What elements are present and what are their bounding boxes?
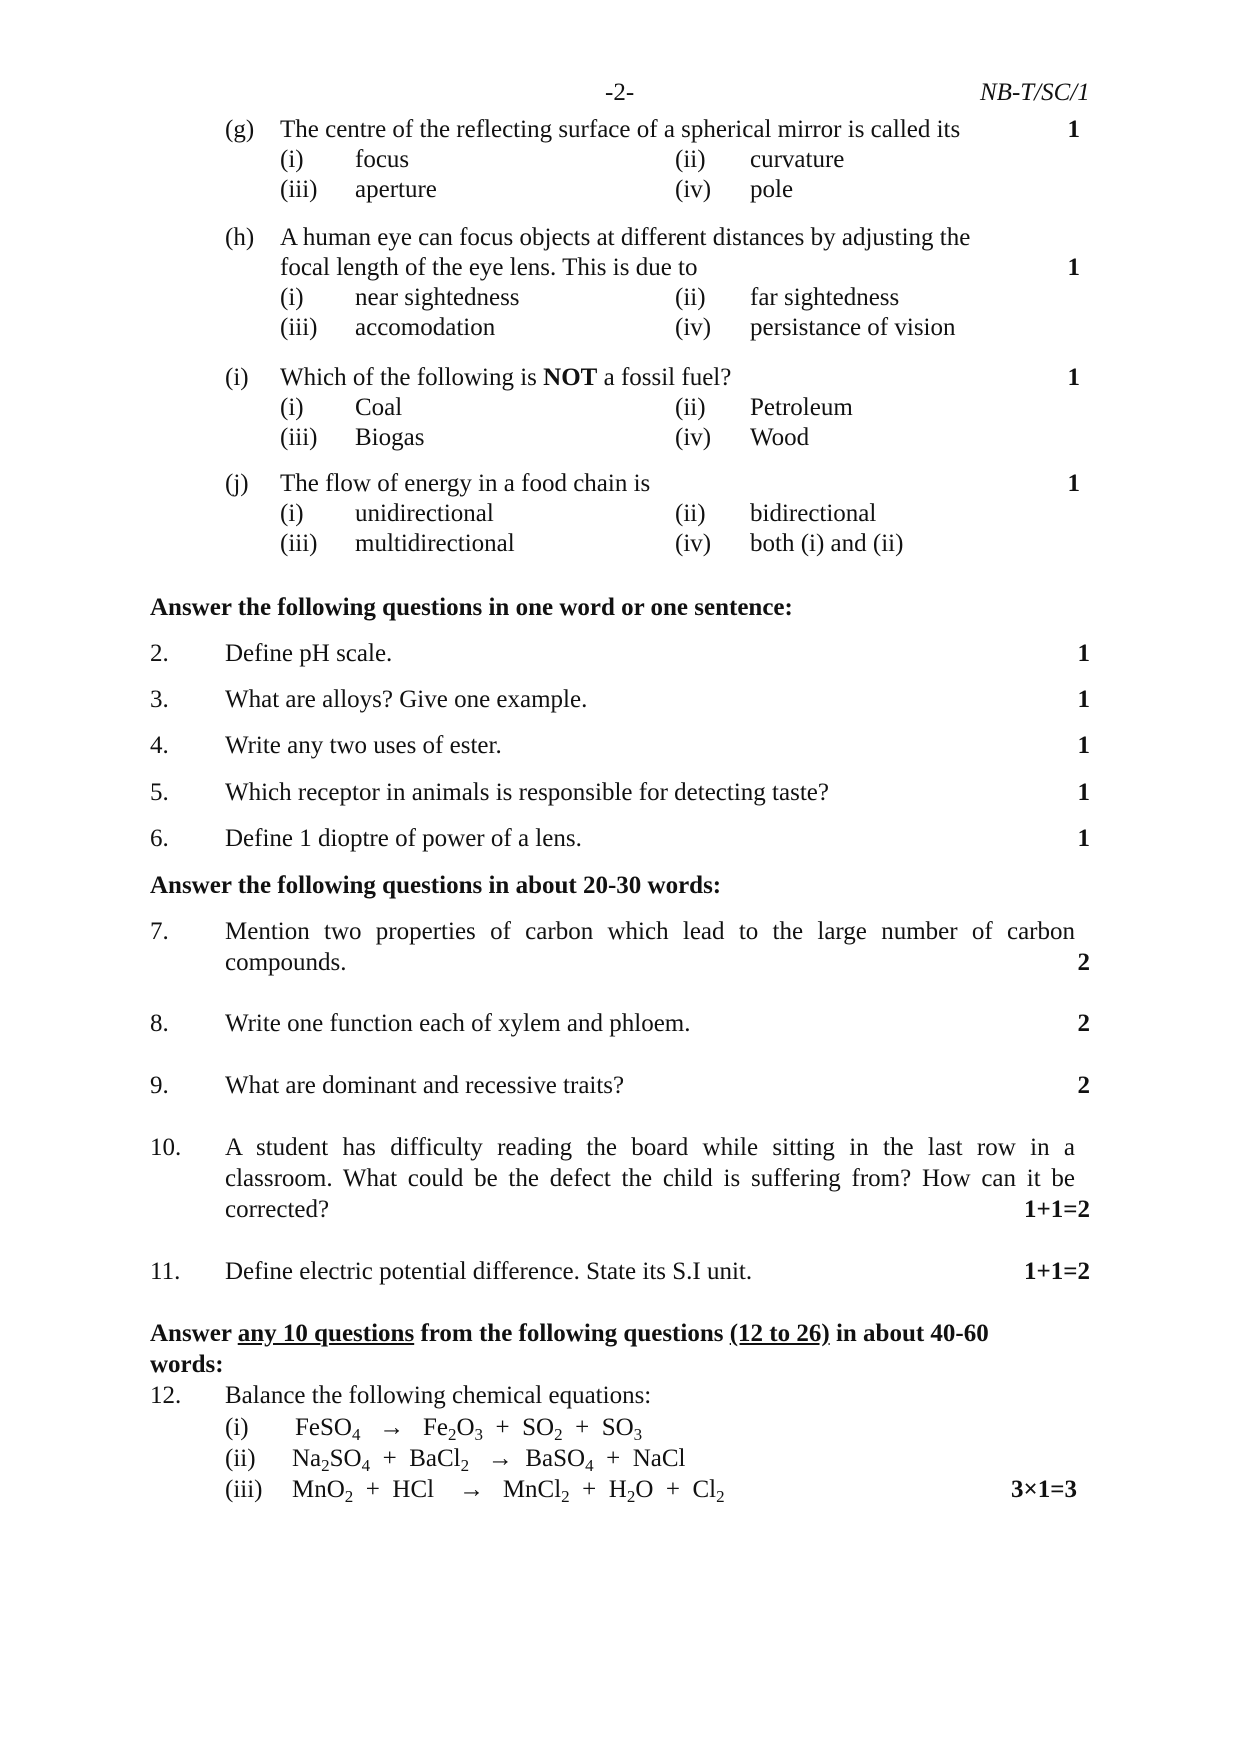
question-text: Define electric potential difference. State its S.I unit. (225, 1258, 753, 1285)
question-number: 12. (150, 1382, 182, 1409)
question-number: 6. (150, 825, 169, 852)
option-numeral: (iv) (675, 424, 712, 451)
question-text: Mention two properties of carbon which lead to the large number of carbon compounds. (225, 918, 1075, 976)
section-heading-part: in about 40-60 (829, 1320, 989, 1347)
question-mark: 1+1=2 (1024, 1258, 1090, 1285)
option-text: Petroleum (750, 394, 853, 421)
option-numeral: (i) (280, 500, 304, 527)
question-text: Define 1 dioptre of power of a lens. (225, 825, 582, 852)
mcq-mark: 1 (1067, 364, 1080, 391)
page-number: -2- (605, 79, 635, 106)
chemical-equation: $Na_2SO_4$ + BaCl$_2$ → BaSO$_4$ + NaCl (292, 1445, 686, 1475)
section-heading-line2: words: (150, 1351, 224, 1378)
mcq-label: (j) (225, 470, 249, 497)
question-mark: 1 (1077, 640, 1090, 667)
option-numeral: (iv) (675, 176, 712, 203)
question-number: 7. (150, 918, 169, 945)
option-numeral: (iv) (675, 530, 712, 557)
section-heading-emphasis: (12 to 26) (729, 1320, 830, 1347)
option-numeral: (i) (280, 284, 304, 311)
mcq-j (225, 468, 1080, 558)
question-number: 4. (150, 732, 169, 759)
mcq-stem-line1: A human eye can focus objects at different distances by adjusting the (280, 224, 971, 251)
mcq-label: (i) (225, 364, 249, 391)
option-text: focus (355, 146, 410, 173)
mcq-mark: 1 (1067, 470, 1080, 497)
option-numeral: (ii) (675, 394, 706, 421)
section-heading: Answer the following questions in about 20-30 words: (150, 872, 722, 899)
question-number: 3. (150, 686, 169, 713)
option-text: Wood (750, 424, 810, 451)
option-text: far sightedness (750, 284, 900, 311)
option-text: pole (750, 176, 794, 203)
option-text: bidirectional (750, 500, 877, 527)
mcq-stem: The flow of energy in a food chain is (280, 470, 651, 497)
question-text: A student has difficulty reading the board while sitting in the last row in a classroom. What could be the defect the child is suffering from? How can it be corrected? (225, 1134, 1075, 1223)
option-numeral: (iii) (280, 176, 318, 203)
option-numeral: (iv) (675, 314, 712, 341)
option-text: Coal (355, 394, 403, 421)
mcq-stem-emphasis: NOT (543, 364, 598, 391)
option-text: unidirectional (355, 500, 494, 527)
option-text: aperture (355, 176, 437, 203)
question-mark: 1+1=2 (1024, 1196, 1090, 1223)
question-number: 9. (150, 1072, 169, 1099)
question-text: Write any two uses of ester. (225, 732, 502, 759)
section-heading-part: Answer (150, 1320, 238, 1347)
mcq-stem-line2: focal length of the eye lens. This is due to (280, 254, 698, 281)
question-number: 11. (150, 1258, 181, 1285)
question-text: Balance the following chemical equations: (225, 1382, 652, 1409)
question-7 (150, 916, 1090, 978)
mcq-stem (280, 362, 1040, 393)
section-heading: Answer the following questions in one word or one sentence: (150, 594, 793, 621)
option-numeral: (iii) (280, 424, 318, 451)
question-mark: 1 (1077, 825, 1090, 852)
question-mark: 1 (1077, 732, 1090, 759)
question-mark: 2 (1077, 949, 1090, 976)
mcq-stem-part: a fossil fuel? (597, 364, 732, 391)
mcq-g (225, 114, 1080, 204)
question-number: 2. (150, 640, 169, 667)
question-mark: 1 (1077, 686, 1090, 713)
question-mark: 3×1=3 (1011, 1476, 1077, 1503)
section-heading-part: from the following questions (414, 1320, 730, 1347)
option-text: curvature (750, 146, 845, 173)
question-text: Which receptor in animals is responsible for detecting taste? (225, 779, 829, 806)
paper-code: NB-T/SC/1 (980, 79, 1090, 106)
chemical-equation: MnO$_2$ + HCl → MnCl$_2$ + $H_2O + Cl_2$ (292, 1476, 725, 1506)
option-numeral: (ii) (675, 146, 706, 173)
mcq-h (225, 222, 1080, 342)
mcq-i (225, 362, 1080, 452)
mcq-mark: 1 (1067, 254, 1080, 281)
section-heading (150, 1318, 1090, 1349)
question-mark: 1 (1077, 779, 1090, 806)
option-numeral: (i) (280, 146, 304, 173)
mcq-stem: The centre of the reflecting surface of a spherical mirror is called its (280, 116, 961, 143)
option-numeral: (ii) (675, 500, 706, 527)
question-mark: 2 (1077, 1010, 1090, 1037)
question-text: What are alloys? Give one example. (225, 686, 588, 713)
option-text: near sightedness (355, 284, 520, 311)
option-text: multidirectional (355, 530, 515, 557)
question-text: Define pH scale. (225, 640, 393, 667)
question-number: 5. (150, 779, 169, 806)
option-numeral: (iii) (280, 530, 318, 557)
mcq-stem-part: Which of the following is (280, 364, 544, 391)
option-numeral: (ii) (675, 284, 706, 311)
mcq-label: (h) (225, 224, 255, 251)
section-heading-emphasis: any 10 questions (237, 1320, 415, 1347)
option-text: accomodation (355, 314, 496, 341)
option-text: persistance of vision (750, 314, 956, 341)
mcq-mark: 1 (1067, 116, 1080, 143)
question-text: Write one function each of xylem and phloem. (225, 1010, 691, 1037)
equation-label: (ii) (225, 1445, 256, 1472)
equation-label: (iii) (225, 1476, 263, 1503)
question-text: What are dominant and recessive traits? (225, 1072, 625, 1099)
mcq-label: (g) (225, 116, 255, 143)
chemical-equation: FeSO$_4$ → $Fe_2O_3 + SO_2 + SO_3$ (295, 1414, 643, 1444)
question-10 (150, 1132, 1090, 1225)
option-numeral: (iii) (280, 314, 318, 341)
question-number: 8. (150, 1010, 169, 1037)
option-numeral: (i) (280, 394, 304, 421)
option-text: Biogas (355, 424, 425, 451)
equation-label: (i) (225, 1414, 249, 1441)
option-text: both (i) and (ii) (750, 530, 904, 557)
question-mark: 2 (1077, 1072, 1090, 1099)
question-number: 10. (150, 1134, 182, 1161)
